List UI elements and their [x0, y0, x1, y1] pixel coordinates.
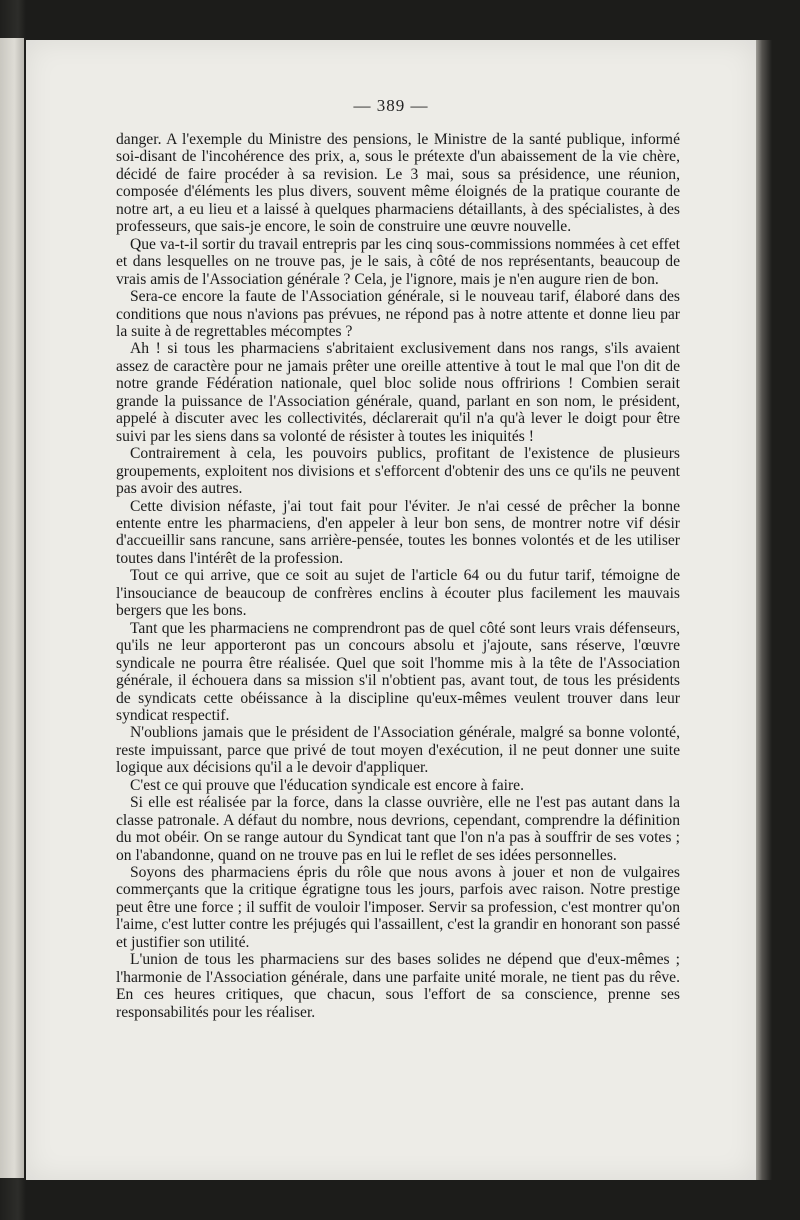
paragraph: L'union de tous les pharmaciens sur des bases solides ne dépend que d'eux-mêmes ; l'harmonie de l'Association générale, dans une parfaite unité morale, ne tient pas du rêve. En ces heures critiques, que chacun, sous l'effort de sa conscience, prenne ses responsabilités pour les réaliser.: [116, 951, 680, 1021]
paragraph: Tout ce qui arrive, que ce soit au sujet de l'article 64 ou du futur tarif, témoigne de l'insouciance de beaucoup de confrères enclins à écouter plus facilement les mauvais bergers que les bons.: [116, 567, 680, 620]
paragraph: Cette division néfaste, j'ai tout fait pour l'éviter. Je n'ai cessé de prêcher la bonne entente entre les pharmaciens, d'en appeler à leur bon sens, de montrer notre vif désir d'accueillir sans rancune, sans arrière-pensée, toutes les bonnes volontés et de les utiliser toutes dans l'intérêt de la profession.: [116, 497, 680, 567]
paragraph: C'est ce qui prouve que l'éducation syndicale est encore à faire.: [130, 776, 525, 794]
previous-page-edge: [0, 38, 24, 1178]
paragraph: N'oublions jamais que le président de l'Association générale, malgré sa bonne volonté, reste impuissant, parce que privé de tout moyen d'exécution, il ne peut donner une suite logique aux décisions qu'il a le devoir d'appliquer.: [116, 724, 680, 777]
page-number: — 389 —: [353, 96, 429, 115]
book-page: [26, 40, 756, 1180]
paragraph: Soyons des pharmaciens épris du rôle que nous avons à jouer et non de vulgaires commerçants que la critique égratigne tous les jours, parfois avec raison. Notre prestige peut être une force ; il suffit de vouloir l'imposer. Servir sa profession, c'est montrer qu'on l'aime, c'est lutter contre les préjugés qui l'assaillent, c'est la grandir en honorant son passé et justifier son utilité.: [116, 864, 680, 951]
body-text: [116, 131, 680, 1021]
paragraph: Ah ! si tous les pharmaciens s'abritaient exclusivement dans nos rangs, s'ils avaient assez de caractère pour ne jamais prêter une oreille attentive à tout le mal que l'on dit de notre grande Fédération nationale, quel bloc solide nous offririons ! Combien serait grande la puissance de l'Association générale, quand, parlant en son nom, le président, appelé à discuter avec les collectivités, déclarerait qu'il n'a qu'à lever le doigt pour être suivi par les siens dans sa volonté de résister à toutes les iniquités !: [116, 340, 680, 445]
paragraph: Si elle est réalisée par la force, dans la classe ouvrière, elle ne l'est pas autant dans la classe patronale. A défaut du nombre, nous devrions, cependant, comprendre la définition du mot obéir. On se range autour du Syndicat tant que l'on n'a pas à souffrir de ses votes ; on l'abandonne, quand on ne trouve pas en lui le reflet de ses idées personnelles.: [116, 794, 680, 864]
paragraph: Tant que les pharmaciens ne comprendront pas de quel côté sont leurs vrais défenseurs, qu'ils ne leur apporteront pas un concours absolu et j'ajoute, sans réserve, l'œuvre syndicale ne pourra être réalisée. Quel que soit l'homme mis à la tête de l'Association générale, il échouera dans sa mission s'il n'obtient pas, avant tout, de tous les présidents de syndicats cette obéissance à la discipline qu'eux-mêmes veulent trouver dans leur syndicat respectif.: [116, 619, 680, 724]
paragraph: Contrairement à cela, les pouvoirs publics, profitant de l'existence de plusieurs groupements, exploitent nos divisions et s'efforcent d'obtenir des uns ce qu'ils ne peuvent pas avoir des autres.: [116, 445, 680, 498]
paragraph: Sera-ce encore la faute de l'Association générale, si le nouveau tarif, élaboré dans des conditions que nous n'avions pas prévues, ne répond pas à notre attente et donne lieu par la suite à de regrettables mécomptes ?: [116, 288, 680, 340]
paragraph: Que va-t-il sortir du travail entrepris par les cinq sous-commissions nommées à cet effet et dans lesquelles on ne trouve pas, je le sais, à côté de nos représentants, beaucoup de vrais amis de l'Association générale ? Cela, je l'ignore, mais je n'en augure rien de bon.: [116, 235, 680, 288]
page-binding-shadow: [756, 40, 800, 1180]
paragraph: danger. A l'exemple du Ministre des pensions, le Ministre de la santé publique, informé soi-disant de l'incohérence des prix, a, sous le prétexte d'un abaissement de la vie chère, décidé de faire procéder à sa revision. Le 3 mai, sous sa présidence, une réunion, composée d'éléments les plus divers, souvent même éloignés de la pratique courante de notre art, a eu lieu et a laissé à quelques pharmaciens détaillants, à des spécialistes, à des professeurs, que sais-je encore, le soin de construire une œuvre nouvelle.: [116, 131, 680, 236]
